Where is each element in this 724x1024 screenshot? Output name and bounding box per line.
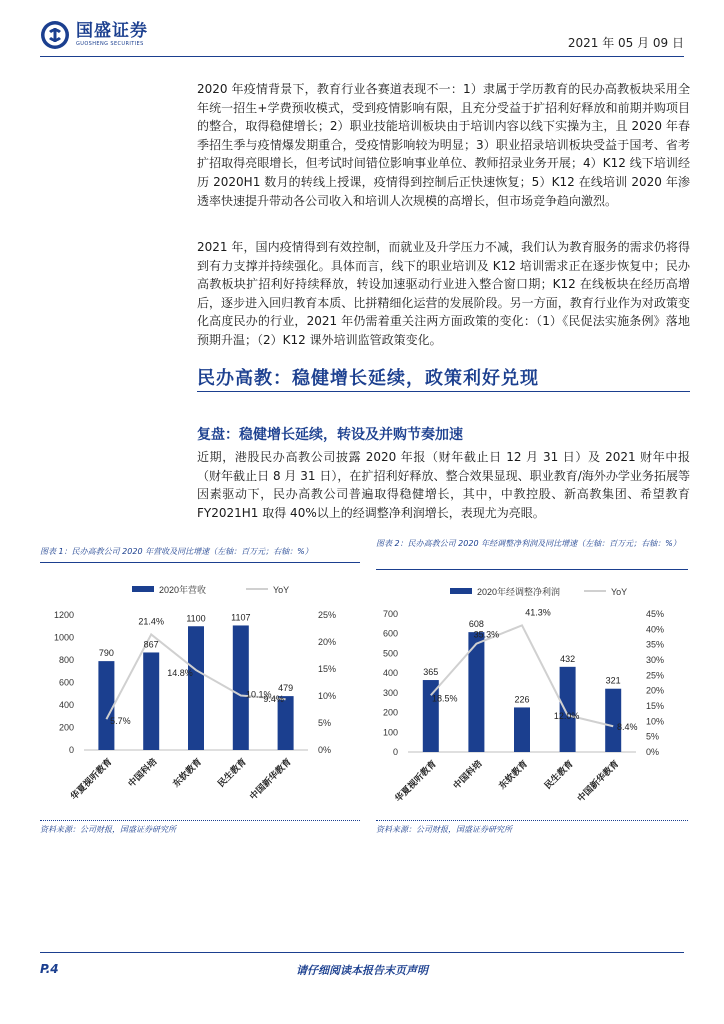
figure-1-bottom-rule bbox=[40, 820, 360, 821]
yoy-data-label: 12.0% bbox=[553, 711, 580, 722]
y-left-tick-label: 300 bbox=[382, 687, 398, 698]
y-right-tick-label: 0% bbox=[318, 745, 332, 755]
bar-data-label: 1107 bbox=[231, 612, 251, 623]
bar bbox=[605, 689, 621, 752]
category-label: 中国新华教育 bbox=[575, 758, 621, 804]
y-left-tick-label: 1000 bbox=[53, 632, 74, 643]
company-logo bbox=[40, 18, 148, 52]
figure-2-title: 图表 2：民办高教公司 2020 年经调整净利润及同比增速（左轴：百万元；右轴：%） bbox=[376, 539, 681, 548]
bar-data-label: 790 bbox=[98, 648, 114, 659]
y-left-tick-label: 800 bbox=[58, 655, 74, 665]
paragraph-education-2021: 2021 年，国内疫情得到有效控制，而就业及升学压力不减，我们认为教育服务的需求仍将得到有力支撑并持续强化。具体而言，线下的职业培训及 K12 培训需求正在逐步恢复中；民办高教板块扩招利好持续释放，转设加速驱动行业进入整合窗口期；K12 在线板块在经历高增后，逐步进入回归教育本质、比拼精细化运营的发展阶段。另一方面，教育行业作为对政策变化高度民办的行业，2021 年仍需着重关注两方面政策的变化：（1）《民促法实施条例》落地预期升温；（2）K12 课外培训监管政策变化。 bbox=[197, 240, 690, 347]
bar-data-label: 432 bbox=[560, 653, 576, 664]
category-label: 东软教育 bbox=[496, 758, 530, 791]
y-right-tick-label: 25% bbox=[318, 610, 337, 620]
y-left-tick-label: 100 bbox=[382, 727, 398, 738]
yoy-data-label: 5.7% bbox=[110, 716, 131, 727]
bar-data-label: 867 bbox=[143, 639, 159, 650]
figure-1-source: 资料来源：公司财报，国盛证券研究所 bbox=[40, 825, 176, 834]
header-divider bbox=[40, 56, 684, 57]
yoy-data-label: 35.3% bbox=[473, 629, 500, 640]
y-left-tick-label: 0 bbox=[68, 745, 74, 755]
y-left-tick-label: 1200 bbox=[53, 610, 74, 620]
legend-line-label: YoY bbox=[273, 585, 290, 595]
category-label: 中国新华教育 bbox=[247, 756, 294, 802]
bar-data-label: 226 bbox=[514, 694, 530, 705]
revenue-chart bbox=[40, 566, 360, 818]
figure-1-title: 图表 1：民办高教公司 2020 年营收及同比增速（左轴：百万元；右轴：%） bbox=[40, 547, 313, 556]
legend-bar-label: 2020年经调整净利润 bbox=[477, 587, 561, 597]
y-right-tick-label: 0% bbox=[646, 747, 660, 757]
report-date: 2021 年 05 月 09 日 bbox=[567, 36, 684, 50]
yoy-data-label: 10.1% bbox=[246, 689, 272, 700]
legend-bar-label: 2020年营收 bbox=[159, 585, 207, 595]
bar-data-label: 1100 bbox=[186, 613, 206, 624]
logo-company-name: 国盛证券 bbox=[76, 21, 148, 41]
legend-bar-swatch bbox=[450, 588, 472, 594]
yoy-data-label: 18.5% bbox=[432, 693, 458, 704]
section-title: 民办高教：稳健增长延续，政策利好兑现 bbox=[197, 368, 539, 389]
bar-data-label: 479 bbox=[278, 683, 294, 694]
legend-bar-swatch bbox=[132, 586, 154, 592]
y-right-tick-label: 10% bbox=[318, 691, 337, 701]
y-left-tick-label: 0 bbox=[392, 747, 398, 757]
y-right-tick-label: 30% bbox=[646, 655, 665, 665]
profit-chart bbox=[376, 572, 688, 818]
yoy-data-label: 41.3% bbox=[525, 607, 551, 618]
y-left-tick-label: 600 bbox=[58, 677, 74, 688]
yoy-data-label: 8.4% bbox=[616, 722, 638, 733]
bar bbox=[423, 680, 439, 752]
bar-data-label: 321 bbox=[605, 675, 621, 686]
bar bbox=[514, 707, 530, 752]
footer-disclaimer: 请仔细阅读本报告末页声明 bbox=[296, 964, 428, 977]
paragraph-higher-education: 近期，港股民办高教公司披露 2020 年报（财年截止日 12 月 31 日）及 2021 财年中报（财年截止日 8 月 31 日），在扩招利好释放、整合效果显现、职业教育/海外办学业务拓展等因素驱动下，民办高教公司普遍取得稳健增长，其中，中教控股、新高教集团、希望教育 FY2021H1 取得 40%以上的经调整净利润增长，表现尤为亮眼。 bbox=[197, 450, 690, 520]
y-right-tick-label: 45% bbox=[646, 609, 665, 619]
bar bbox=[188, 626, 204, 750]
y-left-tick-label: 200 bbox=[58, 722, 74, 733]
y-right-tick-label: 20% bbox=[318, 637, 337, 647]
bar bbox=[233, 625, 249, 750]
logo-company-name-en: GUOSHENG SECURITIES bbox=[76, 41, 144, 47]
page-header bbox=[40, 18, 684, 52]
figure-2-top-rule bbox=[376, 569, 688, 570]
category-label: 中国科培 bbox=[451, 758, 484, 791]
bar-data-label: 365 bbox=[423, 667, 439, 678]
y-right-tick-label: 40% bbox=[646, 624, 665, 635]
y-right-tick-label: 5% bbox=[318, 718, 332, 728]
bar bbox=[560, 667, 576, 752]
y-left-tick-label: 200 bbox=[382, 707, 398, 718]
section-divider bbox=[197, 391, 690, 392]
category-label: 民生教育 bbox=[542, 758, 576, 791]
logo-icon bbox=[40, 20, 70, 50]
category-label: 民生教育 bbox=[215, 756, 249, 789]
y-right-tick-label: 15% bbox=[646, 701, 665, 711]
y-left-tick-label: 700 bbox=[382, 609, 398, 619]
y-right-tick-label: 10% bbox=[646, 716, 665, 727]
yoy-data-label: 9.4% bbox=[263, 694, 284, 705]
category-label: 东软教育 bbox=[170, 756, 204, 789]
footer-divider bbox=[40, 952, 684, 953]
subsection-title: 复盘：稳健增长延续，转设及并购节奏加速 bbox=[197, 427, 463, 443]
y-right-tick-label: 25% bbox=[646, 670, 665, 681]
y-right-tick-label: 20% bbox=[646, 685, 665, 696]
y-right-tick-label: 5% bbox=[646, 731, 660, 742]
y-right-tick-label: 15% bbox=[318, 664, 337, 674]
category-label: 中国科培 bbox=[126, 756, 159, 789]
figure-2-source: 资料来源：公司财报，国盛证券研究所 bbox=[376, 825, 512, 834]
figure-2-bottom-rule bbox=[376, 820, 688, 821]
y-left-tick-label: 400 bbox=[58, 700, 74, 710]
y-left-tick-label: 500 bbox=[382, 648, 398, 659]
page-number: P.4 bbox=[40, 962, 59, 976]
y-left-tick-label: 400 bbox=[382, 668, 398, 679]
paragraph-education-2020: 2020 年疫情背景下，教育行业各赛道表现不一：1）隶属于学历教育的民办高教板块采用全年统一招生+学费预收模式，受到疫情影响有限，且充分受益于扩招利好释放和前期并购项目的整合，取得稳健增长；2）职业技能培训板块由于培训内容以线下实操为主，且 2020 年春季招生季与疫情爆发期重合，受疫情影响较为明显；3）职业招录培训板块受益于国考、省考扩招取得亮眼增长，但考试时间错位影响事业单位、教师招录业务开展；4）K12 线下培训经历 2020H1 数月的转线上授课，疫情得到控制后正快速恢复；5）K12 在线培训 2020 年渗透率快速提升带动各公司收入和培训人次规模的高增长，但市场竞争趋向激烈。 bbox=[197, 82, 690, 208]
category-label: 华夏视听教育 bbox=[392, 758, 439, 804]
y-right-tick-label: 35% bbox=[646, 639, 665, 650]
bar bbox=[143, 652, 159, 750]
bar bbox=[98, 661, 114, 750]
category-label: 华夏视听教育 bbox=[68, 756, 114, 802]
y-left-tick-label: 600 bbox=[382, 628, 398, 639]
yoy-data-label: 14.8% bbox=[167, 668, 193, 679]
yoy-data-label: 21.4% bbox=[138, 616, 164, 627]
bar-data-label: 608 bbox=[468, 619, 484, 630]
figure-1-top-rule bbox=[40, 562, 360, 563]
legend-line-label: YoY bbox=[611, 587, 628, 597]
